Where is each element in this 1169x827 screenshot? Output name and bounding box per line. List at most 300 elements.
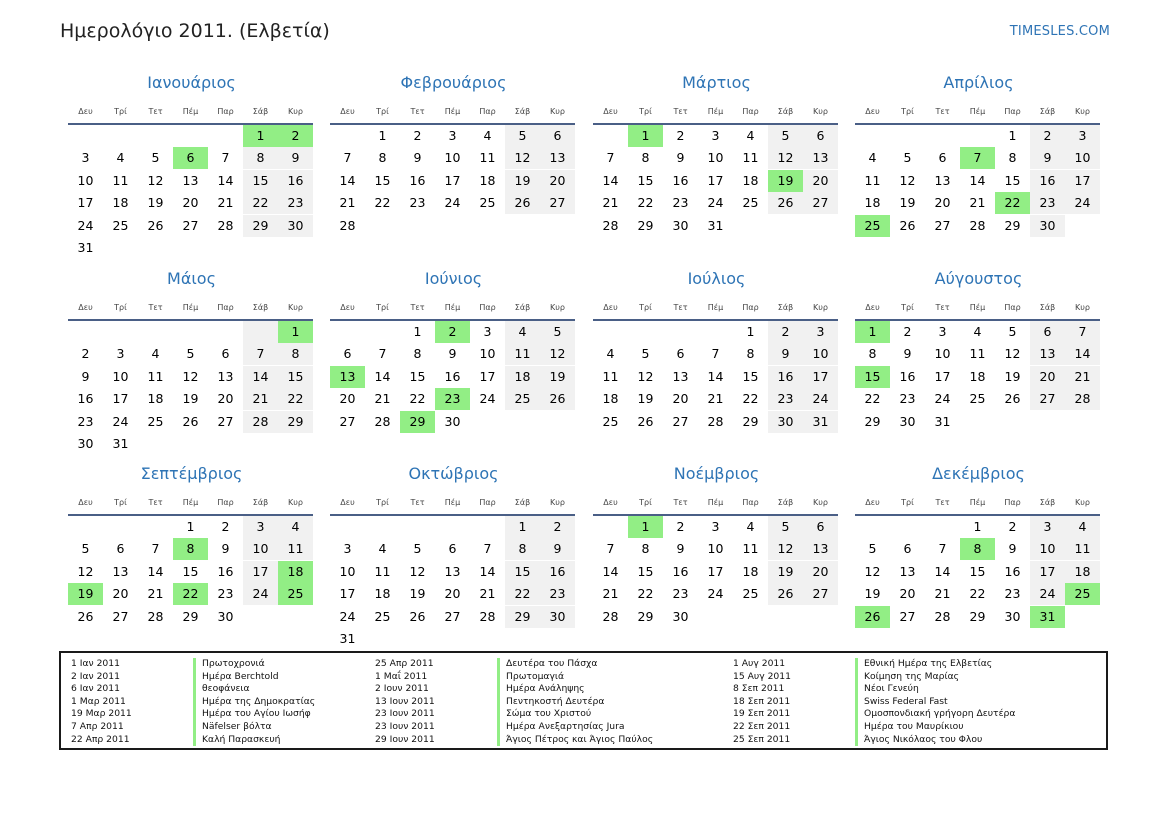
- day-cell: 5: [505, 125, 540, 147]
- day-cell: 9: [1030, 147, 1065, 169]
- empty-day-cell: [890, 516, 925, 538]
- week-row: [855, 561, 1100, 583]
- day-cell: 23: [1004, 586, 1021, 602]
- holiday-date: 15 Αυγ 2011: [733, 670, 791, 682]
- day-cell: 27: [672, 413, 689, 429]
- weekday-header: [68, 492, 313, 512]
- weekday-header: [330, 492, 575, 512]
- day-cell: 11: [278, 538, 313, 560]
- week-row: [68, 583, 313, 605]
- day-cell: 21: [602, 195, 619, 211]
- week-row: [855, 343, 1100, 365]
- week-row: [330, 366, 575, 388]
- month-calendar: [593, 269, 838, 433]
- holiday-name: Ημέρα της Δημοκρατίας: [193, 696, 315, 709]
- day-cell: 2: [1008, 519, 1017, 534]
- month-name: Απρίλιος: [943, 73, 1014, 92]
- day-cell: 16: [444, 368, 461, 384]
- empty-day-cell: [960, 125, 995, 147]
- legend-item: [375, 734, 653, 747]
- month-name: Αύγουστος: [934, 269, 1023, 288]
- empty-day-cell: [593, 125, 628, 147]
- holiday-date: 25 Απρ 2011: [375, 658, 434, 669]
- day-cell: 22: [969, 586, 986, 602]
- day-cell: 17: [707, 172, 724, 188]
- empty-day-cell: [138, 516, 173, 538]
- empty-day-cell: [890, 125, 925, 147]
- day-cell: 17: [1030, 561, 1065, 583]
- day-cell: 26: [409, 608, 426, 624]
- holiday-name: Ημέρα Ανεξαρτησίας Jura: [497, 721, 625, 734]
- day-cell: 21: [969, 195, 986, 211]
- day-cell: 4: [606, 346, 615, 362]
- day-cell: 3: [1030, 516, 1065, 538]
- day-cell: 18: [742, 172, 759, 188]
- month-calendar: [855, 269, 1100, 433]
- week-row: [330, 125, 575, 147]
- holiday-date: 19 Μαρ 2011: [71, 708, 132, 720]
- day-cell: 12: [637, 368, 654, 384]
- day-cell: 31: [112, 435, 129, 451]
- day-cell: 5: [641, 346, 650, 362]
- week-row: [593, 538, 838, 560]
- day-cell: 10: [1030, 538, 1065, 560]
- day-cell: 18: [278, 561, 313, 583]
- day-cell: 13: [182, 172, 199, 188]
- day-cell: 1: [973, 519, 982, 534]
- day-cell: 15: [855, 366, 890, 388]
- day-cell: 2: [1030, 125, 1065, 147]
- weekday-label: Τρί: [639, 497, 652, 507]
- weekday-label: Τρί: [901, 497, 914, 507]
- day-cell: 14: [602, 172, 619, 188]
- weekday-label: Τρί: [114, 302, 127, 312]
- weekday-label: Πέμ: [969, 106, 986, 116]
- day-cell: 15: [374, 172, 391, 188]
- day-cell: 29: [864, 413, 881, 429]
- weekday-label: Τρί: [376, 302, 389, 312]
- legend-item: [71, 658, 315, 671]
- legend-item: [375, 708, 653, 721]
- day-cell: 3: [116, 346, 125, 362]
- page-title: Ημερολόγιο 2011. (Ελβετία): [60, 20, 330, 42]
- weekday-label: Τετ: [935, 106, 950, 116]
- day-cell: 30: [768, 411, 803, 433]
- month-calendar: [855, 464, 1100, 628]
- day-cell: 20: [112, 586, 129, 602]
- empty-day-cell: [698, 606, 733, 628]
- weekday-label: Δευ: [78, 302, 93, 312]
- day-cell: 8: [641, 541, 650, 557]
- empty-day-cell: [103, 125, 138, 147]
- weekday-label: Δευ: [78, 106, 93, 116]
- day-cell: 21: [479, 586, 496, 602]
- day-cell: 11: [505, 343, 540, 365]
- month-calendar: [593, 464, 838, 628]
- day-cell: 19: [182, 391, 199, 407]
- weekday-label: Τετ: [148, 106, 163, 116]
- day-cell: 9: [81, 368, 90, 384]
- day-cell: 29: [505, 606, 540, 628]
- day-cell: 1: [628, 516, 663, 538]
- day-cell: 1: [378, 128, 387, 143]
- day-cell: 9: [540, 538, 575, 560]
- day-cell: 6: [1030, 321, 1065, 343]
- week-row: [855, 321, 1100, 343]
- day-cell: 22: [173, 583, 208, 605]
- day-cell: 12: [147, 172, 164, 188]
- week-row: [68, 321, 313, 343]
- empty-day-cell: [628, 321, 663, 343]
- legend-item: [733, 658, 1015, 671]
- day-cell: 19: [505, 170, 540, 192]
- day-cell: 5: [1008, 324, 1017, 339]
- day-cell: 9: [278, 147, 313, 169]
- week-row: [68, 343, 313, 365]
- day-cell: 16: [672, 172, 689, 188]
- day-cell: 21: [374, 391, 391, 407]
- weekday-label: Σάβ: [1039, 106, 1056, 116]
- day-cell: 25: [742, 195, 759, 211]
- legend-item: [733, 696, 1015, 709]
- empty-day-cell: [243, 237, 278, 259]
- weekday-label: Σάβ: [777, 106, 794, 116]
- week-row: [855, 516, 1100, 538]
- day-cell: 10: [77, 172, 94, 188]
- day-cell: 15: [505, 561, 540, 583]
- day-cell: 13: [112, 563, 129, 579]
- day-cell: 18: [112, 195, 129, 211]
- site-link[interactable]: TIMESLES.COM: [1009, 24, 1110, 39]
- day-cell: 21: [602, 586, 619, 602]
- day-cell: 14: [217, 172, 234, 188]
- weekday-label: Τετ: [673, 302, 688, 312]
- holiday-name: Καλή Παρασκευή: [193, 734, 280, 747]
- holiday-name: Άγιος Πέτρος και Άγιος Παύλος: [497, 734, 653, 747]
- empty-day-cell: [925, 516, 960, 538]
- day-cell: 10: [1065, 147, 1100, 169]
- day-cell: 28: [1065, 388, 1100, 410]
- weekday-label: Κυρ: [288, 497, 303, 507]
- weekday-label: Δευ: [340, 106, 355, 116]
- day-cell: 22: [374, 195, 391, 211]
- day-cell: 1: [505, 516, 540, 538]
- empty-day-cell: [435, 628, 470, 650]
- month-calendar: [855, 73, 1100, 237]
- day-cell: 16: [1030, 170, 1065, 192]
- day-cell: 21: [339, 195, 356, 211]
- day-cell: 27: [540, 192, 575, 214]
- empty-day-cell: [365, 628, 400, 650]
- empty-day-cell: [698, 321, 733, 343]
- week-row: [68, 147, 313, 169]
- empty-day-cell: [470, 411, 505, 433]
- holiday-name: Δευτέρα του Πάσχα: [497, 658, 597, 671]
- day-cell: 24: [803, 388, 838, 410]
- day-cell: 4: [378, 541, 387, 557]
- day-cell: 5: [151, 150, 160, 166]
- weekday-label: Παρ: [217, 302, 234, 312]
- day-cell: 3: [343, 541, 352, 557]
- day-cell: 10: [479, 346, 496, 362]
- week-row: [855, 388, 1100, 410]
- day-cell: 26: [147, 217, 164, 233]
- day-cell: 22: [864, 391, 881, 407]
- weekday-label: Τρί: [114, 106, 127, 116]
- day-cell: 10: [707, 541, 724, 557]
- day-cell: 27: [934, 217, 951, 233]
- day-cell: 4: [746, 519, 755, 534]
- empty-day-cell: [138, 321, 173, 343]
- day-cell: 29: [182, 608, 199, 624]
- empty-day-cell: [505, 215, 540, 237]
- legend-item: [733, 708, 1015, 721]
- weekday-label: Παρ: [742, 302, 759, 312]
- day-cell: 1: [243, 125, 278, 147]
- legend-column: [71, 658, 315, 746]
- day-cell: 6: [676, 346, 685, 362]
- weekday-label: Πέμ: [707, 497, 724, 507]
- day-cell: 5: [768, 125, 803, 147]
- day-cell: 17: [77, 195, 94, 211]
- day-cell: 8: [868, 346, 877, 362]
- day-cell: 31: [803, 411, 838, 433]
- day-cell: 11: [602, 368, 619, 384]
- holiday-date: 22 Σεπ 2011: [733, 720, 791, 732]
- week-row: [593, 321, 838, 343]
- day-cell: 7: [1065, 321, 1100, 343]
- empty-day-cell: [278, 433, 313, 455]
- day-cell: 19: [1004, 368, 1021, 384]
- day-cell: 30: [672, 608, 689, 624]
- day-cell: 10: [934, 346, 951, 362]
- holiday-name: θεοφάνεια: [193, 683, 250, 696]
- day-cell: 19: [768, 170, 803, 192]
- day-cell: 16: [278, 170, 313, 192]
- day-cell: 13: [1030, 343, 1065, 365]
- weekday-label: Παρ: [217, 497, 234, 507]
- day-cell: 20: [182, 195, 199, 211]
- empty-day-cell: [995, 411, 1030, 433]
- day-cell: 14: [1065, 343, 1100, 365]
- day-cell: 22: [243, 192, 278, 214]
- day-cell: 24: [1030, 583, 1065, 605]
- week-row: [68, 170, 313, 192]
- day-cell: 7: [606, 541, 615, 557]
- legend-item: [375, 658, 653, 671]
- day-cell: 12: [768, 538, 803, 560]
- day-cell: 17: [339, 586, 356, 602]
- weekday-header: [330, 101, 575, 121]
- holiday-date: 1 Αυγ 2011: [733, 658, 786, 669]
- empty-day-cell: [593, 321, 628, 343]
- empty-day-cell: [173, 237, 208, 259]
- day-cell: 23: [672, 586, 689, 602]
- day-cell: 3: [81, 150, 90, 166]
- day-cell: 23: [278, 192, 313, 214]
- day-cell: 11: [864, 172, 881, 188]
- empty-day-cell: [803, 215, 838, 237]
- empty-day-cell: [330, 125, 365, 147]
- day-cell: 24: [707, 195, 724, 211]
- day-cell: 13: [899, 563, 916, 579]
- month-calendar: [330, 464, 575, 650]
- day-cell: 20: [339, 391, 356, 407]
- week-row: [330, 192, 575, 214]
- day-cell: 31: [77, 239, 94, 255]
- week-row: [68, 561, 313, 583]
- day-cell: 14: [479, 563, 496, 579]
- day-cell: 4: [278, 516, 313, 538]
- day-cell: 7: [378, 346, 387, 362]
- day-cell: 17: [479, 368, 496, 384]
- weekday-label: Παρ: [1004, 497, 1021, 507]
- day-cell: 23: [540, 583, 575, 605]
- empty-day-cell: [400, 628, 435, 650]
- day-cell: 9: [221, 541, 230, 557]
- day-cell: 3: [483, 324, 492, 339]
- week-row: [593, 125, 838, 147]
- day-cell: 4: [483, 128, 492, 143]
- day-cell: 6: [803, 516, 838, 538]
- week-row: [330, 516, 575, 538]
- day-cell: 30: [672, 217, 689, 233]
- day-cell: 11: [742, 150, 759, 166]
- weekday-label: Πέμ: [969, 497, 986, 507]
- holiday-date: 1 Ιαν 2011: [71, 658, 120, 669]
- legend-item: [733, 671, 1015, 684]
- week-row: [593, 388, 838, 410]
- empty-day-cell: [208, 321, 243, 343]
- day-cell: 21: [147, 586, 164, 602]
- legend-item: [375, 696, 653, 709]
- weekday-label: Δευ: [865, 106, 880, 116]
- day-cell: 16: [768, 366, 803, 388]
- month-calendar: [330, 269, 575, 433]
- empty-day-cell: [803, 606, 838, 628]
- day-cell: 27: [803, 192, 838, 214]
- empty-day-cell: [365, 516, 400, 538]
- day-cell: 21: [217, 195, 234, 211]
- day-cell: 22: [278, 388, 313, 410]
- weekday-label: Παρ: [479, 497, 496, 507]
- week-row: [330, 388, 575, 410]
- weekday-label: Τετ: [410, 106, 425, 116]
- day-cell: 27: [182, 217, 199, 233]
- day-cell: 28: [243, 411, 278, 433]
- day-cell: 23: [409, 195, 426, 211]
- weekday-label: Δευ: [78, 497, 93, 507]
- holiday-name: Ημέρα του Αγίου Ιωσήφ: [193, 708, 311, 721]
- empty-day-cell: [470, 516, 505, 538]
- weekday-label: Πέμ: [969, 302, 986, 312]
- day-cell: 15: [243, 170, 278, 192]
- day-cell: 22: [505, 583, 540, 605]
- day-cell: 30: [1030, 215, 1065, 237]
- legend-item: [71, 671, 315, 684]
- empty-day-cell: [330, 516, 365, 538]
- day-cell: 31: [339, 630, 356, 646]
- empty-day-cell: [68, 125, 103, 147]
- weekday-label: Δευ: [340, 302, 355, 312]
- day-cell: 29: [400, 411, 435, 433]
- day-cell: 4: [868, 150, 877, 166]
- month-calendar: [68, 73, 313, 259]
- empty-day-cell: [925, 125, 960, 147]
- empty-day-cell: [1065, 215, 1100, 237]
- weekday-label: Πέμ: [707, 106, 724, 116]
- month-name: Σεπτέμβριος: [140, 464, 243, 483]
- weekday-header: [855, 297, 1100, 317]
- empty-day-cell: [540, 411, 575, 433]
- day-cell: 26: [637, 413, 654, 429]
- day-cell: 28: [479, 608, 496, 624]
- day-cell: 14: [707, 368, 724, 384]
- week-row: [330, 561, 575, 583]
- weekday-label: Τρί: [901, 302, 914, 312]
- day-cell: 6: [903, 541, 912, 557]
- day-cell: 14: [243, 366, 278, 388]
- day-cell: 9: [903, 346, 912, 362]
- day-cell: 5: [903, 150, 912, 166]
- day-cell: 19: [899, 195, 916, 211]
- day-cell: 13: [934, 172, 951, 188]
- weekday-label: Πέμ: [182, 497, 199, 507]
- day-cell: 12: [77, 563, 94, 579]
- day-cell: 7: [711, 346, 720, 362]
- day-cell: 18: [602, 391, 619, 407]
- day-cell: 24: [112, 413, 129, 429]
- week-row: [68, 366, 313, 388]
- holiday-date: 19 Σεπ 2011: [733, 708, 791, 720]
- week-row: [593, 170, 838, 192]
- holiday-name: Ημέρα του Μαυρίκιου: [855, 721, 964, 734]
- day-cell: 26: [899, 217, 916, 233]
- holiday-name: Πρωτομαγιά: [497, 671, 564, 684]
- day-cell: 23: [899, 391, 916, 407]
- holiday-date: 22 Απρ 2011: [71, 733, 130, 745]
- day-cell: 12: [409, 563, 426, 579]
- weekday-label: Πέμ: [444, 302, 461, 312]
- holiday-date: 1 Μαΐ 2011: [375, 670, 428, 682]
- day-cell: 10: [444, 150, 461, 166]
- day-cell: 2: [221, 519, 230, 534]
- empty-day-cell: [733, 606, 768, 628]
- holiday-date: 25 Σεπ 2011: [733, 733, 791, 745]
- day-cell: 27: [217, 413, 234, 429]
- weekday-label: Δευ: [603, 302, 618, 312]
- day-cell: 9: [448, 346, 457, 362]
- empty-day-cell: [400, 516, 435, 538]
- day-cell: 8: [243, 147, 278, 169]
- day-cell: 28: [707, 413, 724, 429]
- day-cell: 8: [746, 346, 755, 362]
- day-cell: 1: [278, 321, 313, 343]
- weekday-label: Πέμ: [444, 106, 461, 116]
- day-cell: 14: [374, 368, 391, 384]
- weekday-label: Κυρ: [288, 106, 303, 116]
- day-cell: 31: [934, 413, 951, 429]
- week-row: [330, 147, 575, 169]
- month-name: Φεβρουάριος: [400, 73, 507, 92]
- weekday-header: [330, 297, 575, 317]
- holiday-name: Swiss Federal Fast: [855, 696, 948, 709]
- empty-day-cell: [768, 606, 803, 628]
- day-cell: 29: [278, 411, 313, 433]
- empty-day-cell: [540, 215, 575, 237]
- empty-day-cell: [243, 433, 278, 455]
- day-cell: 13: [540, 147, 575, 169]
